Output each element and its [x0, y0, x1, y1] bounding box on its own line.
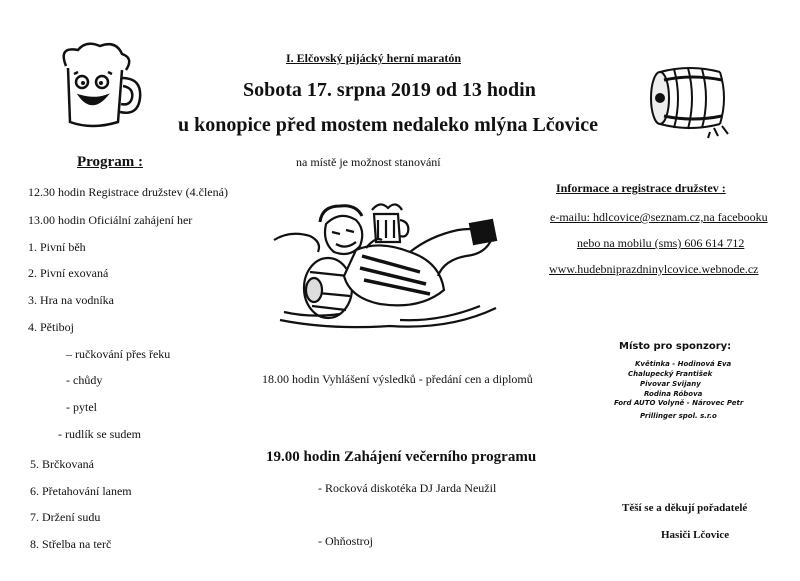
- event-subtitle: I. Elčovský pijácký herní maratón: [286, 51, 462, 65]
- program-subitem: - rudlík se sudem: [58, 427, 141, 441]
- program-item: 8. Střelba na terč: [30, 537, 112, 551]
- results-announcement: 18.00 hodin Vyhlášení výsledků - předání cen a diplomů: [262, 372, 533, 386]
- program-item: 12.30 hodin Registrace družstev (4.člená): [28, 185, 228, 199]
- info-title: Informace a registrace družstev :: [556, 181, 726, 195]
- phone-line: nebo na mobilu (sms) 606 614 712: [577, 236, 745, 250]
- organizer-thanks: Těší se a děkují pořadatelé: [622, 502, 748, 514]
- sponsors-title: Místo pro sponzory:: [619, 341, 732, 352]
- program-item: 3. Hra na vodníka: [28, 293, 114, 307]
- program-item: 1. Pivní běh: [28, 240, 86, 254]
- disco-note: - Rocková diskotéka DJ Jarda Neužil: [318, 481, 497, 495]
- web-link[interactable]: www.hudebniprazdninylcovice.webnode.cz: [549, 262, 759, 276]
- program-title: Program :: [77, 154, 143, 170]
- fireworks-note: - Ohňostroj: [318, 534, 373, 548]
- event-date: Sobota 17. srpna 2019 od 13 hodin: [243, 79, 536, 101]
- sponsor-name: Chalupecký František: [628, 370, 713, 378]
- event-place: u konopice před mostem nedaleko mlýna Lčovice: [178, 114, 598, 136]
- program-item: 4. Pětiboj: [28, 320, 75, 334]
- email-link[interactable]: e-mailu: hdlcovice@seznam.cz,na facebooku: [550, 210, 768, 224]
- program-item: 13.00 hodin Oficiální zahájení her: [28, 213, 193, 227]
- program-item: 7. Držení sudu: [30, 510, 101, 524]
- camping-note: na místě je možnost stanování: [296, 155, 441, 169]
- program-item: 6. Přetahování lanem: [30, 484, 132, 498]
- organizer-name: Hasiči Lčovice: [661, 529, 730, 541]
- program-subitem: - chůdy: [66, 373, 103, 387]
- sponsor-name: Pivovar Svijany: [640, 380, 701, 388]
- program-subitem: - pytel: [66, 400, 97, 414]
- program-item: 5. Brčkovaná: [30, 457, 94, 471]
- sponsor-name: Prillinger spol. s.r.o: [640, 412, 717, 420]
- evening-program-title: 19.00 hodin Zahájení večerního programu: [266, 449, 537, 465]
- program-subitem: – ručkování přes řeku: [66, 347, 171, 361]
- reclining-man-with-beer-illustration: [270, 180, 502, 340]
- sponsor-name: Ford AUTO Volyně - Nárovec Petr: [614, 399, 744, 407]
- beer-barrel-icon: [644, 62, 734, 140]
- sponsor-name: Rodina Róbova: [644, 390, 703, 398]
- program-item: 2. Pivní exovaná: [28, 266, 109, 280]
- beer-mug-cartoon-icon: [48, 38, 144, 130]
- sponsor-name: Květinka - Hodinová Eva: [635, 360, 732, 368]
